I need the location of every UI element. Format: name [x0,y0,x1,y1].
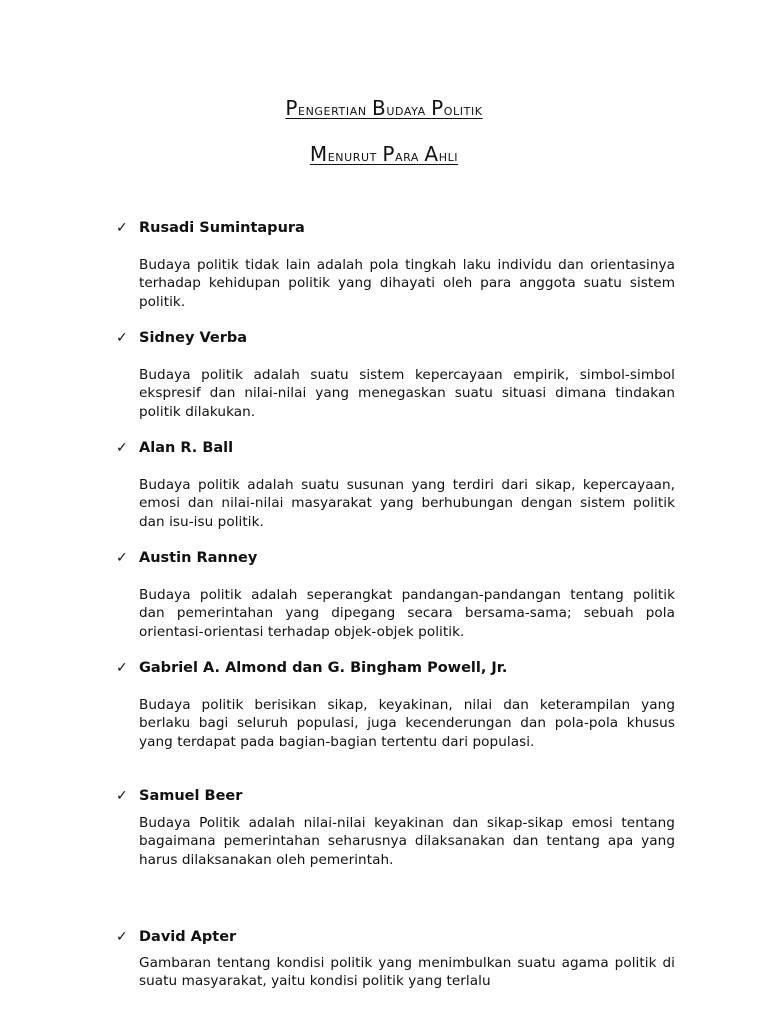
entry-heading [116,438,234,458]
definition-paragraph: Budaya politik berisikan sikap, keyakinan, nilai dan keterampilan yang berlaku bagi seluruh populasi, juga kecenderungan dan pola-pola khusus yang terdapat pada bagian-bagian tertentu dari populasi. [139,697,675,750]
title-word: Para [382,142,425,166]
checkmark-icon: ✓ [116,929,128,945]
expert-name: Rusadi Sumintapura [139,220,305,236]
checkmark-icon: ✓ [116,330,128,346]
expert-name: David Apter [139,929,237,945]
entry-heading [116,786,243,806]
definition-paragraph: Budaya politik adalah suatu sistem kepercayaan empirik, simbol-simbol ekspresif dan nilai-nilai yang menegaskan suatu situasi dimana tindakan politik dilakukan. [139,367,675,420]
entry-heading [116,328,248,348]
entry-heading [116,548,258,568]
definition-paragraph: Gambaran tentang kondisi politik yang menimbulkan suatu agama politik di suatu masyarakat, yaitu kondisi politik yang terlalu [139,955,675,990]
entry-heading [116,927,237,947]
checkmark-icon: ✓ [116,220,128,236]
title-word: Menurut [309,142,383,166]
checkmark-icon: ✓ [116,660,128,676]
title-word: Politik [431,96,483,120]
page-title-line-2 [0,142,768,166]
checkmark-icon: ✓ [116,440,128,456]
expert-name: Sidney Verba [139,330,248,346]
page-title-line-1 [0,96,768,120]
expert-name: Gabriel A. Almond dan G. Bingham Powell, Jr. [139,660,508,676]
expert-name: Samuel Beer [139,788,243,804]
checkmark-icon: ✓ [116,550,128,566]
entry-heading [116,218,305,238]
title-word: Budaya [372,96,432,120]
expert-name: Austin Ranney [139,550,258,566]
definition-paragraph: Budaya politik tidak lain adalah pola tingkah laku individu dan orientasinya terhadap kehidupan politik yang dihayati oleh para anggota suatu sistem politik. [139,257,675,310]
checkmark-icon: ✓ [116,788,128,804]
title-word: Pengertian [285,96,373,120]
definition-paragraph: Budaya politik adalah suatu susunan yang terdiri dari sikap, kepercayaan, emosi dan nilai-nilai masyarakat yang berhubungan dengan sistem politik dan isu-isu politik. [139,477,675,530]
definition-paragraph: Budaya Politik adalah nilai-nilai keyakinan dan sikap-sikap emosi tentang bagaimana pemerintahan seharusnya dilaksanakan dan tentang apa yang harus dilaksanakan oleh pemerintah. [139,815,675,868]
title-word: Ahli [424,142,459,166]
entry-heading [116,658,508,678]
expert-name: Alan R. Ball [139,440,234,456]
definition-paragraph: Budaya politik adalah seperangkat pandangan-pandangan tentang politik dan pemerintahan yang dipegang secara bersama-sama; sebuah pola orientasi-orientasi terhadap objek-objek politik. [139,587,675,640]
